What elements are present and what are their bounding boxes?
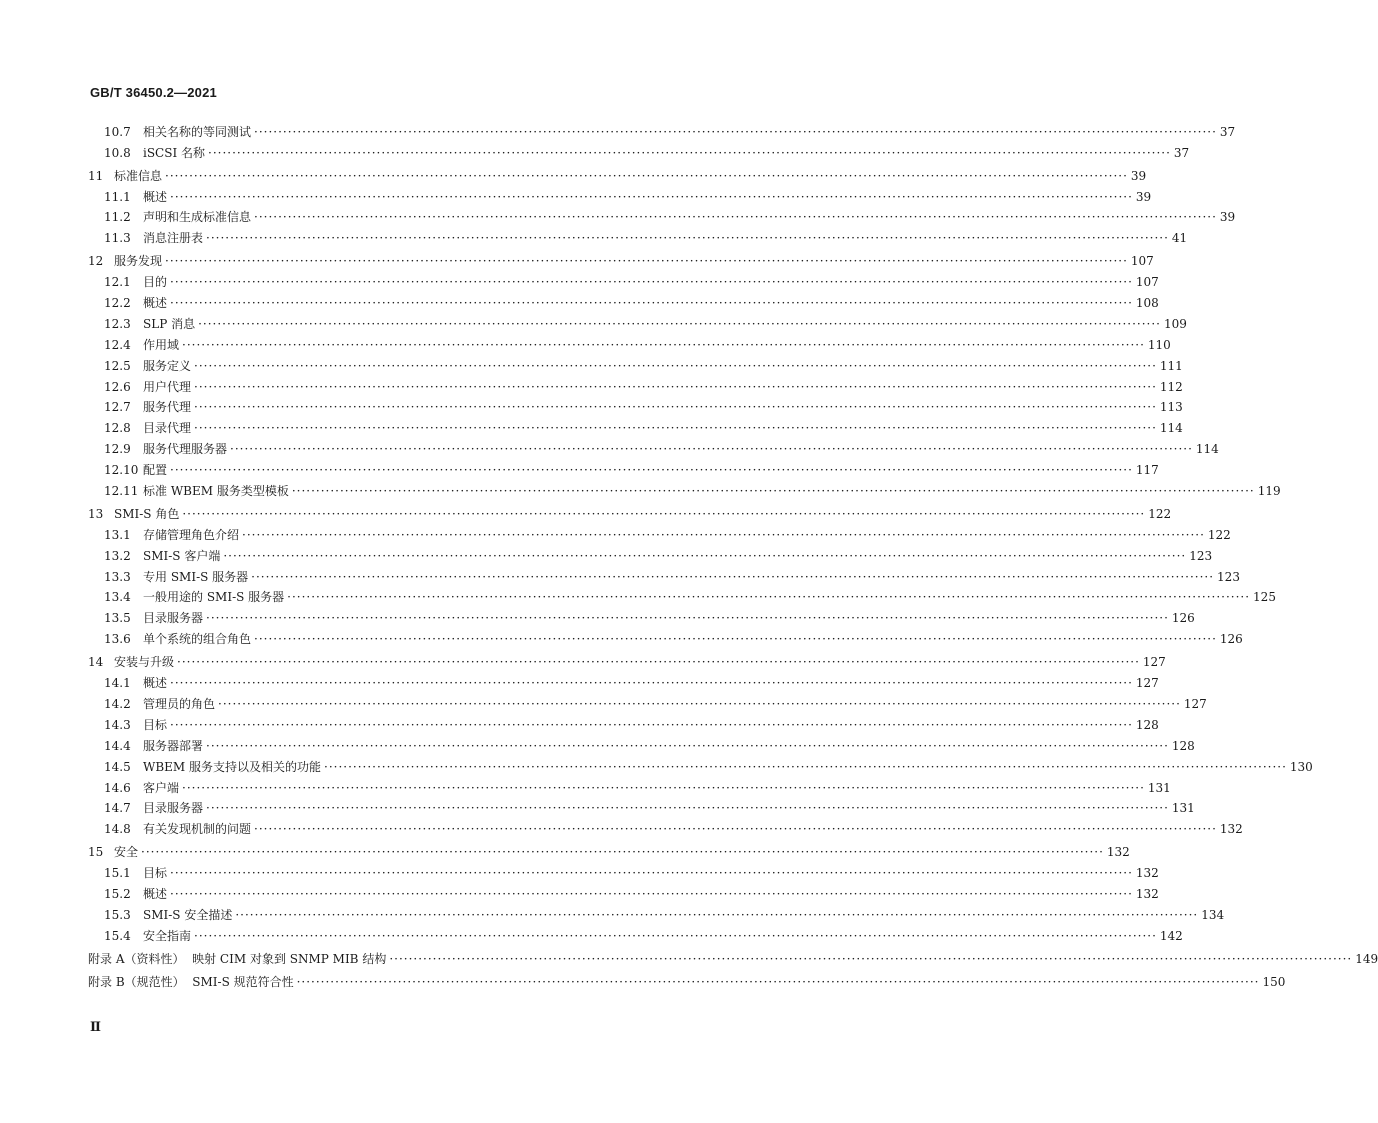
- toc-leader-dots: ········································································································································································································: [251, 569, 1215, 584]
- toc-entry-title: 目录代理: [143, 421, 192, 436]
- toc-entry-page: 125: [1253, 590, 1276, 605]
- toc-entry-number: 12.10: [104, 463, 139, 478]
- toc-leader-dots: ········································································································································································································: [165, 168, 1128, 183]
- toc-entry-page: 119: [1257, 484, 1281, 499]
- toc-entry-number: 13.6: [104, 632, 131, 647]
- toc-entry-page: 126: [1171, 611, 1195, 626]
- toc-entry-title: 作用域: [143, 337, 180, 352]
- toc-entry-number: 10.8: [104, 145, 131, 160]
- toc-entry-page: 39: [1135, 189, 1152, 204]
- toc-entry[interactable]: [88, 435, 1219, 457]
- toc-entry-number: 15.4: [104, 928, 131, 943]
- toc-entry-page: 127: [1135, 676, 1159, 691]
- toc-leader-dots: ········································································································································································································: [254, 822, 1217, 837]
- toc-entry-page: 132: [1135, 886, 1159, 901]
- toc-entry-title: 服务代理: [143, 400, 192, 415]
- toc-entry-number: 12.1: [104, 275, 131, 290]
- toc-entry[interactable]: [88, 247, 1154, 269]
- toc-entry-number: 12: [88, 254, 104, 269]
- toc-leader-dots: ········································································································································································································: [206, 611, 1169, 626]
- toc-entry[interactable]: [88, 774, 1171, 795]
- toc-entry[interactable]: [88, 968, 1286, 989]
- toc-entry-number: 14.1: [104, 676, 131, 691]
- toc-entry-number: 14.5: [104, 759, 131, 774]
- toc-entry[interactable]: [88, 289, 1159, 311]
- toc-leader-dots: ········································································································································································································: [194, 928, 1157, 943]
- toc-leader-dots: ········································································································································································································: [177, 655, 1140, 670]
- toc-entry[interactable]: [88, 224, 1188, 246]
- toc-entry-number: 12.4: [104, 337, 131, 352]
- toc-entry[interactable]: [88, 732, 1195, 753]
- toc-entry[interactable]: [88, 880, 1159, 901]
- toc-entry[interactable]: [88, 604, 1195, 626]
- toc-leader-dots: ········································································································································································································: [170, 886, 1133, 901]
- toc-leader-dots: ········································································································································································································: [170, 676, 1133, 691]
- toc-entry[interactable]: [88, 815, 1243, 837]
- toc-entry-title: 服务代理服务器: [143, 442, 228, 457]
- toc-entry[interactable]: [88, 477, 1281, 499]
- toc-leader-dots: ········································································································································································································: [287, 590, 1251, 605]
- toc-leader-dots: ········································································································································································································: [242, 527, 1205, 542]
- toc-entry-number: 12.2: [104, 296, 131, 311]
- toc-entry-page: 131: [1147, 780, 1171, 795]
- toc-entry[interactable]: [88, 563, 1240, 584]
- toc-entry-title: 概述: [143, 886, 168, 901]
- toc-entry-title: WBEM 服务支持以及相关的功能: [143, 759, 322, 774]
- toc-entry-page: 37: [1173, 145, 1190, 160]
- toc-entry-page: 132: [1106, 845, 1130, 860]
- toc-entry-title: 配置: [143, 463, 168, 478]
- toc-entry-title: 安全指南: [143, 928, 192, 943]
- toc-leader-dots: ········································································································································································································: [182, 337, 1145, 352]
- toc-entry-page: 107: [1135, 275, 1159, 290]
- toc-entry[interactable]: [88, 901, 1225, 922]
- toc-entry-page: 111: [1159, 358, 1183, 373]
- toc-entry-title: SLP 消息: [143, 316, 196, 331]
- toc-entry-number: 12.7: [104, 400, 131, 415]
- toc-entry-page: 149: [1355, 951, 1378, 966]
- toc-entry-page: 114: [1159, 421, 1183, 436]
- toc-leader-dots: ········································································································································································································: [194, 379, 1157, 394]
- toc-entry-number: 12.3: [104, 316, 131, 331]
- toc-leader-dots: ········································································································································································································: [254, 210, 1217, 225]
- toc-entry-page: 39: [1219, 210, 1236, 225]
- toc-entry-title: SMI-S 安全描述: [143, 907, 233, 922]
- toc-entry-page: 39: [1130, 168, 1147, 183]
- toc-entry-number: 12.11: [104, 484, 139, 499]
- toc-entry[interactable]: [88, 268, 1159, 290]
- toc-entry-number: 11.1: [104, 189, 131, 204]
- toc-entry[interactable]: [88, 859, 1159, 881]
- toc-entry-page: 132: [1135, 866, 1159, 881]
- toc-entry-title: 服务定义: [143, 358, 192, 373]
- toc-leader-dots: ········································································································································································································: [198, 316, 1161, 331]
- toc-leader-dots: ········································································································································································································: [194, 421, 1157, 436]
- toc-entry-title: 有关发现机制的问题: [143, 822, 252, 837]
- toc-entry-number: 13.5: [104, 611, 131, 626]
- toc-entry[interactable]: [88, 373, 1183, 394]
- toc-leader-dots: ········································································································································································································: [194, 358, 1157, 373]
- toc-entry-title: 附录 A（资料性） 映射 CIM 对象到 SNMP MIB 结构: [88, 951, 387, 966]
- toc-entry[interactable]: [88, 521, 1231, 542]
- toc-entry-number: 13.4: [104, 590, 131, 605]
- toc-entry-page: 41: [1171, 231, 1188, 246]
- toc-leader-dots: ········································································································································································································: [230, 442, 1193, 457]
- toc-entry-page: 123: [1217, 569, 1240, 584]
- toc-entry-number: 14.6: [104, 780, 131, 795]
- toc-entry-title: SMI-S 客户端: [143, 548, 221, 563]
- toc-entry-page: 134: [1201, 907, 1225, 922]
- toc-entry-page: 108: [1135, 296, 1159, 311]
- toc-leader-dots: ········································································································································································································: [223, 548, 1187, 563]
- toc-entry-title: 一般用途的 SMI-S 服务器: [143, 590, 285, 605]
- toc-entry[interactable]: [88, 753, 1313, 774]
- toc-entry[interactable]: [88, 500, 1172, 521]
- toc-entry[interactable]: [88, 542, 1213, 563]
- toc-leader-dots: ········································································································································································································: [165, 254, 1128, 269]
- toc-leader-dots: ········································································································································································································: [182, 780, 1145, 795]
- toc-entry-number: 14.4: [104, 738, 131, 753]
- toc-entry-page: 132: [1219, 822, 1243, 837]
- toc-entry-number: 15.3: [104, 907, 131, 922]
- toc-entry[interactable]: [88, 669, 1159, 691]
- toc-entry[interactable]: [88, 922, 1183, 943]
- toc-entry-title: 安装与升级: [114, 655, 175, 670]
- toc-leader-dots: ········································································································································································································: [206, 801, 1169, 816]
- toc-leader-dots: ········································································································································································································: [235, 907, 1199, 922]
- toc-leader-dots: ········································································································································································································: [194, 400, 1157, 415]
- toc-entry-number: 13.3: [104, 569, 131, 584]
- toc-entry-page: 117: [1135, 463, 1159, 478]
- toc-entry-title: 服务器部署: [143, 738, 204, 753]
- toc-entry-title: 标准 WBEM 服务类型模板: [143, 484, 289, 499]
- toc-entry-title: 相关名称的等同测试: [143, 124, 252, 139]
- toc-entry-page: 114: [1195, 442, 1219, 457]
- toc-leader-dots: ········································································································································································································: [296, 974, 1260, 989]
- toc-leader-dots: ········································································································································································································: [170, 275, 1133, 290]
- toc-entry-number: 11.2: [104, 210, 131, 225]
- toc-leader-dots: ········································································································································································································: [291, 484, 1255, 499]
- toc-entry-page: 127: [1183, 696, 1207, 711]
- toc-entry[interactable]: [88, 162, 1147, 183]
- toc-leader-dots: ········································································································································································································: [206, 738, 1169, 753]
- toc-leader-dots: ········································································································································································································: [182, 506, 1146, 521]
- toc-entry-page: 127: [1142, 655, 1166, 670]
- toc-entry-page: 122: [1207, 527, 1231, 542]
- toc-entry-number: 12.6: [104, 379, 131, 394]
- toc-entry-page: 130: [1289, 759, 1313, 774]
- toc-entry-page: 122: [1148, 506, 1172, 521]
- toc-entry-title: 服务发现: [114, 254, 163, 269]
- toc-entry-number: 12.5: [104, 358, 131, 373]
- toc-entry-page: 128: [1171, 738, 1195, 753]
- toc-entry[interactable]: [88, 625, 1243, 647]
- toc-entry-number: 14.7: [104, 801, 131, 816]
- toc-leader-dots: ········································································································································································································: [141, 845, 1104, 860]
- toc-entry-number: 13: [88, 506, 104, 521]
- toc-entry-title: 存储管理角色介绍: [143, 527, 240, 542]
- toc-leader-dots: ········································································································································································································: [208, 145, 1171, 160]
- toc-entry-number: 11: [88, 168, 104, 183]
- toc-entry-page: 107: [1130, 254, 1154, 269]
- toc-entry-page: 112: [1159, 379, 1183, 394]
- toc-entry-page: 37: [1219, 124, 1236, 139]
- toc-entry-title: 单个系统的组合角色: [143, 632, 252, 647]
- toc-entry-title: 概述: [143, 189, 168, 204]
- toc-leader-dots: ········································································································································································································: [170, 296, 1133, 311]
- toc-entry-page: 131: [1171, 801, 1195, 816]
- toc-leader-dots: ········································································································································································································: [254, 632, 1217, 647]
- toc-leader-dots: ········································································································································································································: [324, 759, 1287, 774]
- toc-entry-title: 标准信息: [114, 168, 163, 183]
- toc-entry[interactable]: [88, 690, 1207, 711]
- toc-entry-page: 123: [1189, 548, 1213, 563]
- toc-entry-title: 专用 SMI-S 服务器: [143, 569, 249, 584]
- toc-entry-title: 目录服务器: [143, 611, 204, 626]
- toc-leader-dots: ········································································································································································································: [389, 951, 1353, 966]
- toc-entry-number: 10.7: [104, 124, 131, 139]
- toc-entry-page: 126: [1219, 632, 1243, 647]
- toc-entry-title: 目录服务器: [143, 801, 204, 816]
- toc-entry[interactable]: [88, 795, 1195, 816]
- toc-entry[interactable]: [88, 648, 1166, 670]
- toc-entry-title: 附录 B（规范性） SMI-S 规范符合性: [88, 974, 294, 989]
- toc-leader-dots: ········································································································································································································: [170, 866, 1133, 881]
- standard-code-header: GB/T 36450.2—2021: [90, 85, 217, 100]
- toc-entry[interactable]: [88, 456, 1159, 478]
- toc-entry-number: 12.9: [104, 442, 131, 457]
- toc-entry-number: 12.8: [104, 421, 131, 436]
- toc-entry[interactable]: [88, 183, 1152, 204]
- toc-entry-title: 概述: [143, 676, 168, 691]
- toc-entry-title: iSCSI 名称: [143, 145, 206, 160]
- toc-leader-dots: ········································································································································································································: [206, 231, 1169, 246]
- toc-entry-number: 13.1: [104, 527, 131, 542]
- table-of-contents: [88, 118, 1378, 989]
- toc-entry[interactable]: [88, 118, 1236, 139]
- toc-entry[interactable]: [88, 711, 1159, 732]
- toc-entry-title: SMI-S 角色: [114, 506, 180, 521]
- toc-entry[interactable]: [88, 414, 1183, 436]
- toc-entry-title: 目标: [143, 866, 168, 881]
- toc-leader-dots: ········································································································································································································: [218, 696, 1181, 711]
- toc-entry-number: 11.3: [104, 231, 131, 246]
- toc-entry-number: 14.8: [104, 822, 131, 837]
- toc-entry-title: 管理员的角色: [143, 696, 216, 711]
- toc-entry-page: 142: [1159, 928, 1183, 943]
- toc-entry[interactable]: [88, 331, 1171, 352]
- toc-leader-dots: ········································································································································································································: [170, 189, 1133, 204]
- toc-entry-number: 15.2: [104, 886, 131, 901]
- toc-entry-number: 14.2: [104, 696, 131, 711]
- toc-entry[interactable]: [88, 352, 1183, 373]
- toc-entry-title: 目标: [143, 717, 168, 732]
- toc-entry-title: 安全: [114, 845, 139, 860]
- toc-entry-title: 目的: [143, 275, 168, 290]
- toc-leader-dots: ········································································································································································································: [170, 463, 1133, 478]
- toc-entry[interactable]: [88, 838, 1130, 860]
- toc-entry[interactable]: [88, 584, 1276, 605]
- toc-entry-title: 概述: [143, 296, 168, 311]
- toc-entry[interactable]: [88, 394, 1183, 415]
- toc-entry-number: 14.3: [104, 717, 131, 732]
- toc-entry-title: 客户端: [143, 780, 180, 795]
- toc-entry-page: 128: [1135, 717, 1159, 732]
- toc-leader-dots: ········································································································································································································: [254, 124, 1217, 139]
- toc-entry-number: 13.2: [104, 548, 131, 563]
- toc-entry[interactable]: [88, 139, 1190, 160]
- toc-entry[interactable]: [88, 204, 1236, 225]
- toc-entry-number: 15: [88, 845, 104, 860]
- toc-entry-title: 消息注册表: [143, 231, 204, 246]
- toc-entry-title: 声明和生成标准信息: [143, 210, 252, 225]
- toc-entry-number: 14: [88, 655, 104, 670]
- toc-entry-page: 109: [1163, 316, 1187, 331]
- toc-entry-title: 用户代理: [143, 379, 192, 394]
- toc-entry-page: 150: [1262, 974, 1286, 989]
- toc-entry[interactable]: [88, 310, 1187, 331]
- page-number: Ⅱ: [90, 1020, 101, 1035]
- toc-entry-page: 110: [1147, 337, 1171, 352]
- toc-leader-dots: ········································································································································································································: [170, 717, 1133, 732]
- toc-entry-page: 113: [1159, 400, 1183, 415]
- toc-entry-number: 15.1: [104, 866, 131, 881]
- toc-entry[interactable]: [88, 945, 1378, 966]
